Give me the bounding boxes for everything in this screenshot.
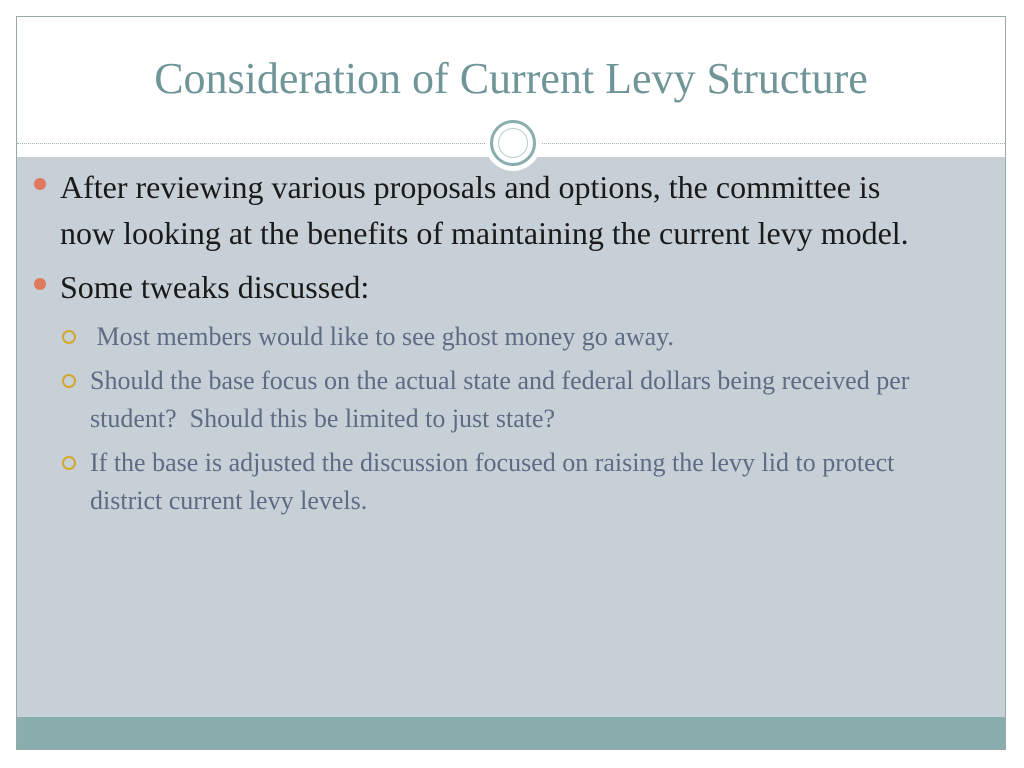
bullet-item <box>30 164 930 256</box>
sub-bullet-item <box>30 362 930 438</box>
slide-title: Consideration of Current Levy Structure <box>154 54 868 103</box>
sub-bullet-text: If the base is adjusted the discussion focused on raising the levy lid to protect district current levy levels. <box>90 448 895 515</box>
ornament-inner-ring <box>498 128 528 158</box>
bullet-item <box>30 264 930 310</box>
bullet-list <box>30 164 930 526</box>
circle-ornament-icon <box>485 115 541 171</box>
bottom-bar <box>17 717 1005 750</box>
sub-bullet-item <box>30 444 930 520</box>
sub-bullet-text: Should the base focus on the actual state and federal dollars being received per student? Should this be limited to just state? <box>90 366 916 433</box>
bullet-ring-icon <box>62 456 76 470</box>
bullet-text: After reviewing various proposals and options, the committee is now looking at the benefits of maintaining the current levy model. <box>60 169 909 251</box>
sub-bullet-text: Most members would like to see ghost money go away. <box>90 322 674 351</box>
sub-bullet-item <box>30 318 930 356</box>
bullet-dot-icon <box>34 278 46 290</box>
bullet-dot-icon <box>34 178 46 190</box>
bullet-text: Some tweaks discussed: <box>60 269 370 305</box>
bullet-ring-icon <box>62 330 76 344</box>
bullet-ring-icon <box>62 374 76 388</box>
ornament-ring <box>490 120 536 166</box>
